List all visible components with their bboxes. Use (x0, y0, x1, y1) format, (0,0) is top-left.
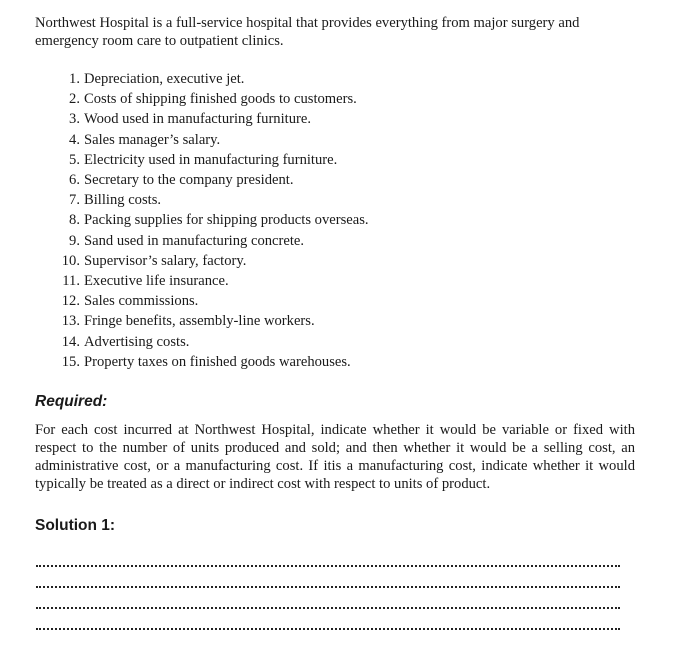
list-item (56, 130, 369, 150)
item-number: 7. (69, 192, 80, 209)
item-text: Sales commissions. (84, 293, 199, 310)
list-item (56, 271, 369, 291)
item-number: 12. (61, 293, 80, 310)
list-item (56, 210, 369, 230)
item-number: 13. (61, 313, 80, 330)
list-item (56, 331, 369, 351)
item-number: 14. (61, 333, 80, 350)
list-item (56, 170, 369, 190)
list-item (56, 89, 369, 109)
item-text: Costs of shipping finished goods to customers. (84, 91, 357, 108)
item-number: 5. (69, 151, 80, 168)
item-text: Depreciation, executive jet. (84, 71, 245, 88)
item-number: 2. (69, 91, 80, 108)
item-text: Fringe benefits, assembly-line workers. (84, 313, 315, 330)
item-number: 4. (69, 131, 80, 148)
item-text: Property taxes on finished goods warehouses. (84, 353, 351, 370)
list-item (56, 311, 369, 331)
list-item (56, 190, 369, 210)
item-number: 15. (61, 353, 80, 370)
item-number: 6. (69, 172, 80, 189)
item-number: 3. (69, 111, 80, 128)
item-number: 8. (69, 212, 80, 229)
item-text: Advertising costs. (84, 333, 190, 350)
list-item (56, 251, 369, 271)
list-item (56, 352, 369, 372)
item-text: Sand used in manufacturing concrete. (84, 232, 305, 249)
list-item (56, 150, 369, 170)
item-number: 11. (62, 272, 80, 289)
answer-line (36, 565, 620, 567)
item-text: Executive life insurance. (84, 272, 229, 289)
item-text: Electricity used in manufacturing furniture. (84, 151, 338, 168)
solution-heading: Solution 1: (35, 517, 116, 534)
intro-paragraph: Northwest Hospital is a full-service hospital that provides everything from major surgery and emergency room care to outpatient clinics. (35, 15, 580, 49)
answer-line (36, 586, 620, 588)
answer-line (36, 628, 620, 630)
list-item (56, 231, 369, 251)
item-number: 9. (69, 232, 80, 249)
item-text: Sales manager’s salary. (84, 131, 221, 148)
list-item (56, 109, 369, 129)
item-text: Supervisor’s salary, factory. (84, 252, 247, 269)
list-item (56, 69, 369, 89)
answer-line (36, 607, 620, 609)
item-text: Wood used in manufacturing furniture. (84, 111, 311, 128)
cost-items-list (56, 69, 369, 372)
required-paragraph: For each cost incurred at Northwest Hospital, indicate whether it would be variable or fixed with respect to the number of units produced and sold; and then whether it would be a selling cost, an administrative cost, or a manufacturing cost. If itis a manufacturing cost, indicate whether it would typically be treated as a direct or indirect cost with respect to units of product. (35, 422, 635, 492)
item-number: 1. (69, 71, 80, 88)
item-text: Billing costs. (84, 192, 162, 209)
item-text: Secretary to the company president. (84, 172, 294, 189)
item-text: Packing supplies for shipping products overseas. (84, 212, 369, 229)
required-heading: Required: (35, 393, 108, 410)
item-number: 10. (61, 252, 80, 269)
list-item (56, 291, 369, 311)
